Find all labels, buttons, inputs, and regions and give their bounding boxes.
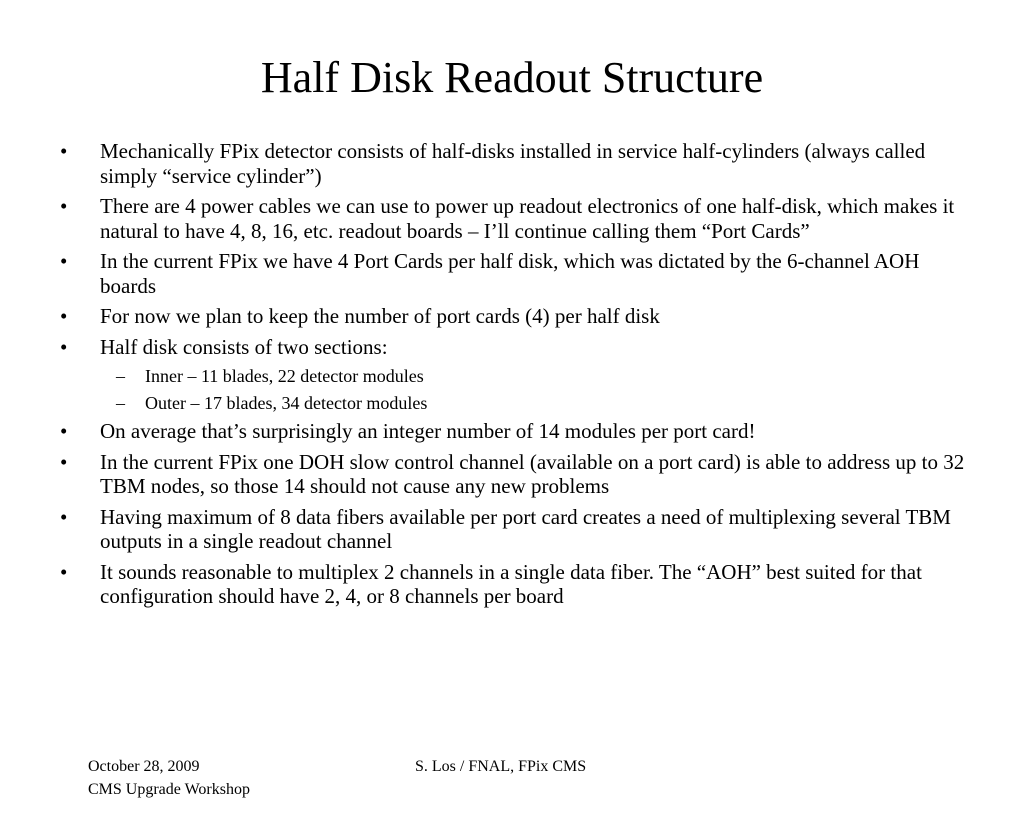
footer-event: CMS Upgrade Workshop — [88, 781, 250, 798]
bullet-marker: • — [60, 334, 68, 359]
sub-bullet-item — [0, 365, 1024, 387]
sub-bullet-text: Inner – 11 blades, 22 detector modules — [145, 366, 424, 386]
bullet-marker: • — [60, 249, 68, 273]
slide-title: Half Disk Readout Structure — [260, 53, 764, 102]
bullet-marker: • — [60, 504, 68, 529]
sub-bullet-marker: – — [116, 366, 125, 386]
bullet-item — [0, 194, 1024, 243]
footer-date: October 28, 2009 — [88, 758, 200, 775]
bullet-text: Mechanically FPix detector consists of half-disks installed in service half-cylinders (always called simply “service cylinder”) — [100, 139, 926, 188]
bullet-list — [0, 139, 1024, 615]
bullet-item — [0, 249, 1024, 298]
bullet-item — [0, 560, 1024, 609]
bullet-item — [0, 505, 1024, 554]
sub-bullet-text: Outer – 17 blades, 34 detector modules — [145, 393, 428, 413]
bullet-text: Having maximum of 8 data fibers available per port card creates a need of multiplexing several TBM outputs in a single readout channel — [100, 504, 951, 553]
bullet-marker: • — [60, 139, 68, 163]
bullet-text: There are 4 power cables we can use to power up readout electronics of one half-disk, which makes it natural to have 4, 8, 16, etc. readout boards – I’ll continue calling them “Port Cards” — [100, 194, 955, 243]
bullet-text: In the current FPix one DOH slow control channel (available on a port card) is able to address up to 32 TBM nodes, so those 14 should not cause any new problems — [100, 449, 965, 498]
bullet-item — [0, 304, 1024, 329]
sub-bullet-marker: – — [116, 393, 125, 413]
bullet-text: Half disk consists of two sections: — [100, 334, 388, 359]
bullet-text: It sounds reasonable to multiplex 2 channels in a single data fiber. The “AOH” best suited for that configuration should have 2, 4, or 8 channels per board — [100, 559, 922, 608]
bullet-text: For now we plan to keep the number of port cards (4) per half disk — [100, 304, 660, 328]
bullet-item — [0, 139, 1024, 188]
bullet-marker: • — [60, 194, 68, 218]
footer-left — [88, 755, 250, 801]
sub-bullet-item — [0, 392, 1024, 414]
footer-author: S. Los / FNAL, FPix CMS — [415, 758, 587, 775]
bullet-item — [0, 450, 1024, 499]
bullet-marker: • — [60, 304, 68, 328]
bullet-marker: • — [60, 419, 68, 443]
bullet-item — [0, 335, 1024, 360]
bullet-marker: • — [60, 449, 68, 474]
bullet-item — [0, 419, 1024, 444]
bullet-text: On average that’s surprisingly an integer number of 14 modules per port card! — [100, 419, 756, 443]
bullet-text: In the current FPix we have 4 Port Cards per half disk, which was dictated by the 6-channel AOH boards — [100, 249, 920, 298]
bullet-marker: • — [60, 559, 68, 584]
